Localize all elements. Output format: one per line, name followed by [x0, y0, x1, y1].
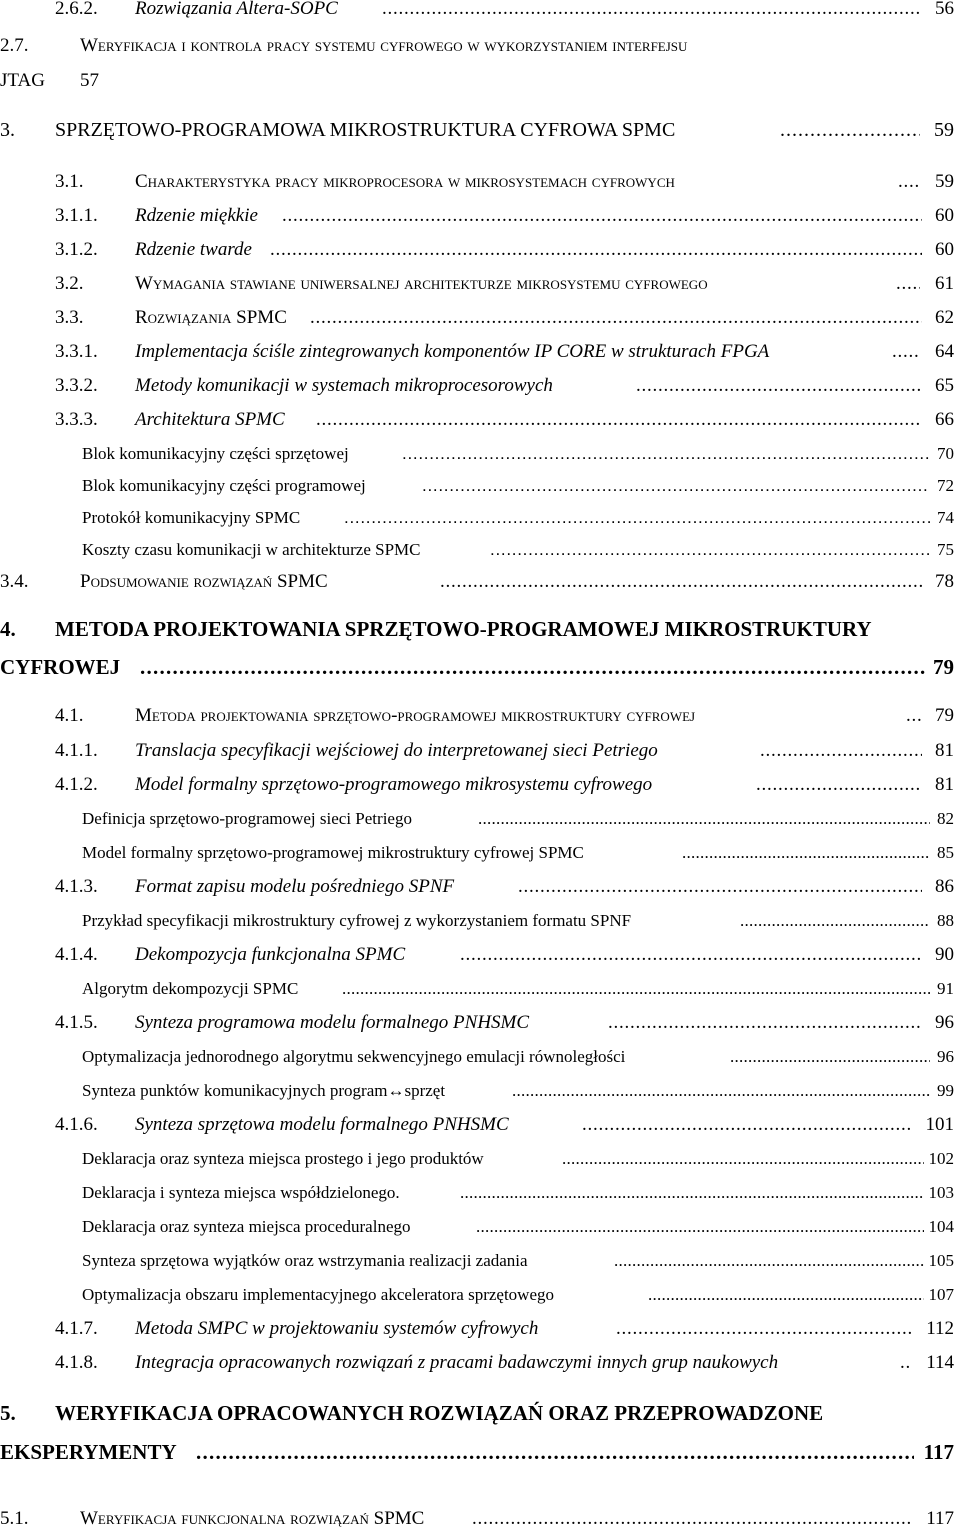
toc-entry-page: 101 [925, 1114, 954, 1135]
dot-leader [614, 1248, 924, 1274]
toc-entry-continuation[interactable] [0, 68, 960, 94]
toc-entry[interactable] [0, 772, 960, 798]
toc-entry[interactable] [0, 1180, 960, 1206]
toc-entry-title: Synteza sprzętowa wyjątków oraz wstrzymania realizacji zadania [82, 1251, 528, 1270]
toc-entry-number: 4.1.3. [55, 876, 98, 897]
dot-leader [196, 1439, 914, 1465]
toc-entry-title: Optymalizacja obszaru implementacyjnego akceleratora sprzętowego [82, 1285, 555, 1304]
toc-entry[interactable] [0, 1282, 960, 1308]
dot-leader [310, 305, 922, 331]
toc-entry-page: 78 [935, 571, 954, 592]
toc-entry-title: Synteza punktów komunikacyjnych program↔sprzęt [82, 1081, 446, 1100]
toc-entry-title: Model formalny sprzętowo-programowej mikrostruktury cyfrowej SPMC [82, 843, 584, 862]
toc-entry[interactable] [0, 908, 960, 934]
toc-entry[interactable] [0, 874, 960, 900]
toc-entry-number: 3.1.1. [55, 205, 98, 226]
toc-entry-page: 86 [935, 876, 954, 897]
toc-entry-title: Translacja specyfikacji wejściowej do interpretowanej sieci Petriego [135, 740, 658, 761]
toc-entry-number: 4.1.2. [55, 774, 98, 795]
dot-leader [478, 806, 930, 832]
toc-entry-page: 99 [937, 1081, 954, 1100]
toc-entry-number: 4.1.7. [55, 1318, 98, 1339]
dot-leader [342, 976, 930, 1002]
toc-entry-page: 114 [926, 1352, 954, 1373]
toc-entry-number: 3.1.2. [55, 239, 98, 260]
toc-entry[interactable] [0, 537, 960, 563]
toc-entry-page: 112 [926, 1318, 954, 1339]
dot-leader [402, 441, 930, 467]
toc-entry-number: 5.1. [0, 1508, 29, 1529]
toc-entry-title: Metody komunikacji w systemach mikroprocesorowych [135, 375, 553, 396]
toc-entry-title-cont: CYFROWEJ [0, 655, 121, 679]
toc-entry[interactable] [0, 738, 960, 764]
toc-entry[interactable] [0, 169, 960, 195]
toc-entry-page: 90 [935, 944, 954, 965]
toc-entry-title: Rozwiązania SPMC [135, 307, 287, 328]
toc-entry-title: Koszty czasu komunikacji w architekturze SPMC [82, 540, 421, 559]
toc-entry-title-cont: EKSPERYMENTY [0, 1440, 177, 1464]
dot-leader [756, 772, 922, 798]
toc-entry[interactable] [0, 569, 960, 595]
dot-leader [648, 1282, 924, 1308]
toc-entry-page: 61 [935, 273, 954, 294]
toc-entry-title: Integracja opracowanych rozwiązań z pracami badawczymi innych grup naukowych [135, 1352, 779, 1373]
toc-entry[interactable] [0, 1400, 960, 1426]
toc-entry-page: 81 [935, 740, 954, 761]
dot-leader [562, 1146, 924, 1172]
toc-entry-page: 59 [935, 171, 954, 192]
dot-leader [898, 169, 918, 195]
toc-entry[interactable] [0, 373, 960, 399]
toc-entry[interactable] [0, 1010, 960, 1036]
dot-leader [682, 840, 930, 866]
toc-entry-page: 117 [923, 1440, 954, 1464]
toc-entry-number: 4.1.4. [55, 944, 98, 965]
toc-entry[interactable] [0, 806, 960, 832]
toc-entry-page: 82 [937, 809, 954, 828]
toc-entry-title: Wymagania stawiane uniwersalnej architekturze mikrosystemu cyfrowego [135, 273, 708, 294]
toc-entry[interactable] [0, 1112, 960, 1138]
dot-leader [582, 1112, 912, 1138]
toc-entry-title: Rdzenie twarde [135, 239, 252, 260]
toc-entry[interactable] [0, 1078, 960, 1104]
toc-entry-title: METODA PROJEKTOWANIA SPRZĘTOWO-PROGRAMOWEJ MIKROSTRUKTURY [55, 617, 872, 641]
toc-entry-title: Implementacja ściśle zintegrowanych komponentów IP CORE w strukturach FPGA [135, 341, 770, 362]
dot-leader [512, 1078, 930, 1104]
dot-leader [440, 569, 922, 595]
dot-leader [270, 237, 922, 263]
dot-leader [282, 203, 922, 229]
toc-entry-page: 107 [928, 1285, 954, 1304]
toc-entry-page: 70 [937, 444, 954, 463]
toc-entry-title: Deklaracja oraz synteza miejsca prostego i jego produktów [82, 1149, 484, 1168]
dot-leader [382, 0, 922, 22]
dot-leader [780, 117, 920, 143]
toc-entry-page: 81 [935, 774, 954, 795]
toc-entry-number: 3.3.1. [55, 341, 98, 362]
dot-leader [476, 1214, 924, 1240]
toc-entry-title: Architektura SPMC [135, 409, 285, 430]
toc-entry-page: 65 [935, 375, 954, 396]
toc-entry-number: 4.1.1. [55, 740, 98, 761]
toc-entry[interactable] [0, 203, 960, 229]
toc-entry-number: 4.1.6. [55, 1114, 98, 1135]
toc-entry-number: 3.3.2. [55, 375, 98, 396]
toc-entry-number: 3.3.3. [55, 409, 98, 430]
toc-entry[interactable] [0, 1214, 960, 1240]
toc-entry-title: WERYFIKACJA OPRACOWANYCH ROZWIĄZAŃ ORAZ PRZEPROWADZONE [55, 1401, 824, 1425]
toc-entry-page: 56 [935, 0, 954, 19]
dot-leader [892, 339, 920, 365]
toc-entry-number: 3. [0, 119, 15, 141]
toc-entry-title: Synteza programowa modelu formalnego PNHSMC [135, 1012, 530, 1033]
toc-entry[interactable] [0, 976, 960, 1002]
dot-leader [740, 908, 930, 934]
toc-entry-page: 64 [935, 341, 954, 362]
dot-leader [422, 473, 930, 499]
toc-entry-title: Blok komunikacyjny części programowej [82, 476, 366, 495]
toc-entry-page: 102 [928, 1149, 954, 1168]
toc-entry-title: Charakterystyka pracy mikroprocesora w mikrosystemach cyfrowych [135, 171, 675, 192]
toc-entry-page: 60 [935, 205, 954, 226]
toc-entry-number: 3.3. [55, 307, 84, 328]
toc-entry-page: 72 [937, 476, 954, 495]
toc-entry-page: 62 [935, 307, 954, 328]
toc-entry[interactable] [0, 1350, 960, 1376]
toc-entry-title: Weryfikacja funkcjonalna rozwiązań SPMC [80, 1508, 425, 1529]
dot-leader [344, 505, 930, 531]
dot-leader [896, 271, 920, 297]
dot-leader [316, 407, 922, 433]
toc-entry-number: 4.1. [55, 705, 84, 726]
toc-entry[interactable] [0, 0, 960, 22]
toc-entry-title: Optymalizacja jednorodnego algorytmu sekwencyjnego emulacji równoległości [82, 1047, 626, 1066]
toc-entry-number: 2.6.2. [55, 0, 98, 19]
toc-entry-page: 105 [928, 1251, 954, 1270]
toc-entry-title: Deklaracja i synteza miejsca współdzielonego. [82, 1183, 400, 1202]
toc-entry-page: 85 [937, 843, 954, 862]
toc-entry-number: 2.7. [0, 35, 29, 56]
toc-entry[interactable] [0, 117, 960, 143]
toc-entry-title: Algorytm dekompozycji SPMC [82, 979, 299, 998]
dot-leader [460, 1180, 924, 1206]
toc-entry-title: Rdzenie miękkie [135, 205, 258, 226]
dot-leader [760, 738, 922, 764]
toc-entry-page: 75 [937, 540, 954, 559]
toc-entry-continuation[interactable] [0, 654, 960, 680]
toc-entry-number: 5. [0, 1401, 16, 1425]
toc-entry-page: 96 [937, 1047, 954, 1066]
dot-leader [140, 654, 925, 680]
dot-leader [616, 1316, 912, 1342]
toc-entry-page: 91 [937, 979, 954, 998]
toc-entry-title: Format zapisu modelu pośredniego SPNF [135, 876, 455, 897]
dot-leader [518, 874, 922, 900]
toc-entry-title: Synteza sprzętowa modelu formalnego PNHSMC [135, 1114, 509, 1135]
toc-entry-title: Metoda SMPC w projektowaniu systemów cyfrowych [135, 1318, 539, 1339]
toc-entry[interactable] [0, 1316, 960, 1342]
toc-entry-title: Blok komunikacyjny części sprzętowej [82, 444, 349, 463]
toc-entry[interactable] [0, 407, 960, 433]
toc-entry[interactable] [0, 1044, 960, 1070]
toc-entry-page: 57 [80, 70, 99, 91]
toc-entry-page: 79 [935, 705, 954, 726]
toc-entry-page: 60 [935, 239, 954, 260]
dot-leader [608, 1010, 922, 1036]
toc-entry-page: 59 [934, 119, 954, 141]
toc-entry-page: 103 [928, 1183, 954, 1202]
toc-entry[interactable] [0, 441, 960, 467]
dot-leader [490, 537, 930, 563]
toc-entry[interactable] [0, 237, 960, 263]
toc-entry-page: 104 [928, 1217, 954, 1236]
toc-entry-number: 4.1.5. [55, 1012, 98, 1033]
toc-entry[interactable] [0, 505, 960, 531]
dot-leader [472, 1506, 912, 1532]
toc-entry[interactable] [0, 339, 960, 365]
toc-entry-continuation[interactable] [0, 1439, 960, 1465]
toc-entry-title: Rozwiązania Altera-SOPC [135, 0, 338, 19]
toc-entry-title: Model formalny sprzętowo-programowego mikrosystemu cyfrowego [135, 774, 653, 795]
toc-entry-title: Podsumowanie rozwiązań SPMC [80, 571, 328, 592]
toc-entry[interactable] [0, 33, 960, 59]
toc-entry-number: 3.4. [0, 571, 29, 592]
toc-entry[interactable] [0, 616, 960, 642]
toc-entry-title-cont: JTAG [0, 70, 45, 91]
toc-entry-number: 3.2. [55, 273, 84, 294]
toc-entry[interactable] [0, 271, 960, 297]
toc-entry-number: 4. [0, 617, 16, 641]
toc-entry[interactable] [0, 1248, 960, 1274]
toc-entry-number: 4.1.8. [55, 1352, 98, 1373]
toc-entry[interactable] [0, 1146, 960, 1172]
dot-leader [906, 703, 922, 729]
toc-entry[interactable] [0, 840, 960, 866]
toc-entry-title: Weryfikacja i kontrola pracy systemu cyfrowego w wykorzystaniem interfejsu [80, 35, 688, 56]
toc-entry-page: 117 [926, 1508, 954, 1529]
toc-entry-title: Definicja sprzętowo-programowej sieci Petriego [82, 809, 412, 828]
dot-leader [460, 942, 922, 968]
toc-entry-title: Przykład specyfikacji mikrostruktury cyfrowej z wykorzystaniem formatu SPNF [82, 911, 632, 930]
toc-entry-page: 79 [933, 655, 954, 679]
dot-leader [636, 373, 922, 399]
toc-entry[interactable] [0, 703, 960, 729]
toc-entry-page: 96 [935, 1012, 954, 1033]
dot-leader [730, 1044, 930, 1070]
toc-entry-title: Metoda projektowania sprzętowo-programowej mikrostruktury cyfrowej [135, 705, 696, 726]
toc-entry-page: 88 [937, 911, 954, 930]
toc-entry-page: 66 [935, 409, 954, 430]
toc-entry[interactable] [0, 942, 960, 968]
toc-entry-title: Deklaracja oraz synteza miejsca proceduralnego [82, 1217, 411, 1236]
toc-entry-title: Protokół komunikacyjny SPMC [82, 508, 301, 527]
toc-entry-title: SPRZĘTOWO-PROGRAMOWA MIKROSTRUKTURA CYFROWA SPMC [55, 119, 676, 141]
toc-entry[interactable] [0, 473, 960, 499]
toc-entry[interactable] [0, 1506, 960, 1532]
toc-entry-number: 3.1. [55, 171, 84, 192]
dot-leader [900, 1350, 912, 1376]
toc-entry-title: Dekompozycja funkcjonalna SPMC [135, 944, 406, 965]
toc-entry[interactable] [0, 305, 960, 331]
toc-entry-page: 74 [937, 508, 954, 527]
